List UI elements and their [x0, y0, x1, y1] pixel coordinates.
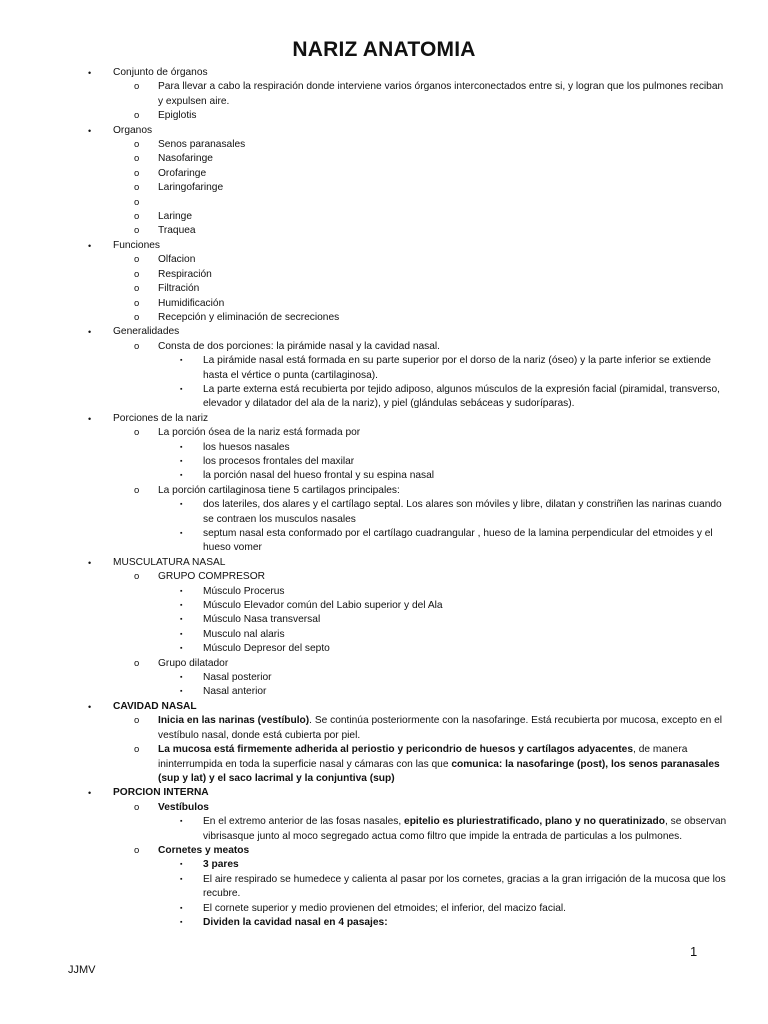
bullet-marker: o — [134, 211, 140, 223]
text-segment: En el extremo anterior de las fosas nasales, — [203, 816, 405, 828]
bullet-marker: o — [134, 196, 140, 208]
outline-item-text — [203, 859, 239, 870]
outline-item-text — [158, 225, 196, 236]
text-segment: Respiración — [158, 268, 212, 280]
outline-item-text — [158, 312, 339, 323]
outline-item-text — [158, 81, 723, 106]
bullet-marker: • — [88, 413, 92, 424]
outline-item-level-2 — [88, 282, 728, 296]
outline-item-level-3 — [88, 455, 728, 469]
outline-item-level-1 — [88, 412, 728, 426]
bold-text: 3 pares — [203, 859, 239, 871]
outline-item-level-3 — [88, 685, 728, 699]
outline-item-level-3 — [88, 383, 728, 412]
text-segment: Músculo Elevador común del Labio superior y del Ala — [203, 600, 443, 612]
outline-item-text — [158, 298, 224, 309]
outline-item-level-2 — [88, 714, 728, 743]
bullet-marker: • — [88, 125, 92, 136]
text-segment: Funciones — [113, 239, 161, 251]
outline-item-text — [203, 614, 320, 625]
outline-item-text — [158, 182, 223, 193]
outline-item-text — [158, 571, 265, 582]
text-segment: Nasal posterior — [203, 672, 272, 684]
text-segment: Senos paranasales — [158, 139, 246, 151]
outline-item-text — [158, 341, 440, 352]
outline-item-text — [158, 254, 195, 265]
bold-text: CAVIDAD NASAL — [113, 700, 197, 712]
bullet-marker: o — [134, 110, 140, 122]
text-segment: . Se continúa posteriormente con la nasofaringe. Está recubierta por mucosa, excepto en el vestíbulo nasal, donde está cubierta por piel. — [158, 715, 723, 741]
bullet-marker: o — [134, 844, 140, 856]
text-segment: Músculo Nasa transversal — [203, 614, 321, 626]
bold-text: La mucosa está firmemente adherida al periostio y pericondrio de huesos y cartílagos adyacentes — [158, 744, 634, 756]
bold-text: PORCION INTERNA — [113, 787, 209, 799]
outline-item-text — [203, 499, 722, 524]
outline-item-text — [158, 427, 360, 438]
outline-item-level-1 — [88, 124, 728, 138]
text-segment: Laringe — [158, 211, 192, 223]
outline-item-text — [113, 67, 208, 78]
bullet-marker: o — [134, 225, 140, 237]
outline-item-text — [203, 672, 272, 683]
bullet-marker: o — [134, 182, 140, 194]
bullet-marker: • — [88, 557, 92, 568]
text-segment: Epiglotis — [158, 110, 197, 122]
text-segment: Porciones de la nariz — [113, 412, 209, 424]
bullet-marker: ▪ — [180, 530, 183, 537]
outline-item-level-2 — [88, 426, 728, 440]
bold-text: epitelio es pluriestratificado, plano y no queratinizado — [404, 816, 665, 828]
bullet-marker: ▪ — [180, 385, 183, 393]
bullet-marker: o — [134, 311, 140, 323]
outline-item-text — [203, 442, 290, 453]
text-segment: Filtración — [158, 283, 200, 295]
outline-item-level-3 — [88, 671, 728, 685]
bullet-marker: o — [134, 254, 140, 266]
text-segment: Generalidades — [113, 326, 180, 338]
bullet-marker: ▪ — [180, 472, 183, 480]
text-segment: MUSCULATURA NASAL — [113, 556, 226, 568]
outline-item-text — [158, 845, 249, 856]
outline-item-text — [113, 413, 208, 424]
outline-item-text — [158, 168, 206, 179]
outline-item-text — [203, 470, 434, 481]
bullet-marker: ▪ — [180, 616, 183, 624]
text-segment: Orofaringe — [158, 167, 207, 179]
outline-item-text — [158, 197, 161, 208]
bullet-marker: ▪ — [180, 904, 183, 912]
bullet-marker: o — [134, 340, 140, 352]
text-segment: Músculo Depresor del septo — [203, 643, 330, 655]
text-segment: La parte externa está recubierta por tejido adiposo, algunos músculos de la expresión facial (piramidal, transverso, elevador y dilatador del ala de la nariz), y piel (glándulas sebáceas y sudoríparas). — [203, 383, 721, 410]
outline-item-level-1 — [88, 786, 728, 800]
outline-item-level-2 — [88, 210, 728, 224]
text-segment: Conjunto de órganos — [113, 67, 208, 78]
outline-item-text — [203, 874, 726, 899]
bullet-marker: ▪ — [180, 818, 183, 826]
bullet-marker: o — [134, 283, 140, 295]
bullet-marker: ▪ — [180, 861, 183, 869]
text-segment: La porción ósea de la nariz está formada por — [158, 427, 361, 439]
outline-item-level-2 — [88, 138, 728, 152]
outline-item-level-1 — [88, 556, 728, 570]
bullet-marker: o — [134, 167, 140, 179]
outline-item-level-3 — [88, 527, 728, 556]
outline-item-level-2 — [88, 196, 728, 210]
outline-item-text — [203, 600, 443, 611]
bold-text: comunica: la nasofaringe (post), los senos paranasales (sup y lat) y el saco lacrimal y la conjuntiva (sup) — [158, 758, 720, 784]
outline-item-text — [158, 139, 245, 150]
outline-item-level-2 — [88, 570, 728, 584]
text-segment: Laringofaringe — [158, 182, 224, 194]
outline-item-text — [113, 326, 179, 337]
text-segment: Nasal anterior — [203, 686, 267, 698]
outline-list — [88, 66, 728, 930]
bullet-marker: o — [134, 657, 140, 669]
outline-item-level-3 — [88, 902, 728, 916]
bullet-marker: o — [134, 81, 140, 93]
outline-item-text — [113, 701, 197, 712]
outline-item-level-3 — [88, 354, 728, 383]
text-segment: los procesos frontales del maxilar — [203, 455, 355, 467]
outline-item-text — [203, 384, 720, 409]
outline-item-level-3 — [88, 815, 728, 844]
bullet-marker: o — [134, 484, 140, 496]
outline-item-text — [203, 355, 711, 380]
bold-text: Vestíbulos — [158, 801, 209, 813]
bullet-marker: o — [134, 427, 140, 439]
text-segment: Recepción y eliminación de secreciones — [158, 311, 340, 323]
outline-item-level-2 — [88, 743, 728, 786]
outline-item-text — [158, 658, 228, 669]
text-segment: Musculo nal alaris — [203, 628, 285, 640]
outline-item-level-2 — [88, 801, 728, 815]
bullet-marker: ▪ — [180, 501, 183, 509]
bullet-marker: • — [88, 327, 92, 338]
bold-text: Cornetes y meatos — [158, 844, 250, 856]
outline-item-text — [158, 744, 720, 784]
bullet-marker: • — [88, 701, 92, 712]
outline-item-level-2 — [88, 657, 728, 671]
bullet-marker: ▪ — [180, 875, 183, 883]
bullet-marker: ▪ — [180, 630, 183, 638]
outline-item-text — [158, 715, 722, 740]
outline-item-level-3 — [88, 628, 728, 642]
outline-item-level-2 — [88, 297, 728, 311]
text-segment: septum nasal esta conformado por el cartílago cuadrangular , hueso de la lamina perpendicular del etmoides y el hueso vomer — [203, 528, 713, 554]
outline-item-level-3 — [88, 858, 728, 872]
outline-item-text — [158, 153, 213, 164]
text-segment: El aire respirado se humedece y calienta al pasar por los cornetes, gracias a la gran irrigación de la mucosa que los recubre. — [203, 873, 726, 900]
bullet-marker: ▪ — [180, 587, 183, 595]
bullet-marker: o — [134, 268, 140, 280]
text-segment: Nasofaringe — [158, 153, 213, 165]
text-segment: La porción cartilaginosa tiene 5 cartilagos principales: — [158, 484, 400, 496]
bullet-marker: ▪ — [180, 645, 183, 653]
outline-item-level-2 — [88, 844, 728, 858]
text-segment: , se observan vibrisasque junto al moco segregado actua como filtro que impide la entrada de particulas a los pulmones. — [203, 816, 727, 842]
outline-item-text — [203, 456, 354, 467]
text-segment: la porción nasal del hueso frontal y su espina nasal — [203, 470, 435, 482]
text-segment: Para llevar a cabo la respiración donde interviene varios órganos interconectados entre si, y logran que los pulmones reciban y expulsen aire. — [158, 81, 724, 107]
outline-item-level-2 — [88, 167, 728, 181]
outline-item-level-2 — [88, 224, 728, 238]
outline-item-level-3 — [88, 873, 728, 902]
bullet-marker: • — [88, 68, 92, 78]
outline-item-text — [203, 816, 726, 841]
outline-item-text — [158, 269, 212, 280]
page-title: NARIZ ANATOMIA — [292, 38, 476, 61]
text-segment: , de manera ininterrumpida en toda la superficie nasal y cámaras con las que — [158, 744, 688, 770]
outline-item-level-2 — [88, 253, 728, 267]
outline-item-level-2 — [88, 109, 728, 123]
bullet-marker: ▪ — [180, 443, 183, 451]
text-segment: El cornete superior y medio provienen del etmoides; el inferior, del macizo facial. — [203, 902, 566, 914]
outline-item-level-3 — [88, 498, 728, 527]
bullet-marker: o — [134, 297, 140, 309]
outline-item-text — [158, 110, 197, 121]
outline-item-text — [113, 557, 225, 568]
bullet-marker: o — [134, 715, 140, 727]
outline-item-text — [113, 125, 152, 136]
text-segment: Consta de dos porciones: la pirámide nasal y la cavidad nasal. — [158, 340, 441, 352]
text-segment: los huesos nasales — [203, 441, 290, 453]
outline-item-level-3 — [88, 469, 728, 483]
bullet-marker: o — [134, 153, 140, 165]
bullet-marker: ▪ — [180, 918, 183, 926]
bullet-marker: ▪ — [180, 674, 183, 682]
outline-item-text — [158, 485, 400, 496]
bullet-marker: ▪ — [180, 357, 183, 365]
bullet-marker: o — [134, 139, 140, 151]
outline-item-text — [203, 903, 566, 914]
bullet-marker: • — [88, 240, 92, 251]
outline-item-text — [113, 787, 209, 798]
outline-item-level-3 — [88, 916, 728, 930]
outline-item-level-3 — [88, 613, 728, 627]
outline-item-text — [113, 240, 160, 251]
outline-item-level-2 — [88, 311, 728, 325]
outline-item-text — [203, 643, 330, 654]
outline-item-level-1 — [88, 239, 728, 253]
outline-item-level-3 — [88, 642, 728, 656]
outline-item-level-2 — [88, 340, 728, 354]
outline-item-level-2 — [88, 268, 728, 282]
outline-item-level-3 — [88, 441, 728, 455]
text-segment: Músculo Procerus — [203, 585, 285, 597]
outline-item-level-2 — [88, 152, 728, 166]
outline-item-level-2 — [88, 80, 728, 109]
outline-item-level-2 — [88, 181, 728, 195]
outline-item-level-2 — [88, 484, 728, 498]
outline-item-text — [203, 528, 713, 553]
bullet-marker: ▪ — [180, 457, 183, 465]
outline-item-text — [158, 802, 209, 813]
bold-text: Inicia en las narinas (vestíbulo) — [158, 715, 310, 727]
bullet-marker: o — [134, 744, 140, 756]
outline-item-level-1 — [88, 325, 728, 339]
outline-item-level-1 — [88, 700, 728, 714]
outline-item-level-1 — [88, 66, 728, 80]
outline-item-text — [158, 211, 192, 222]
text-segment: Traquea — [158, 225, 196, 237]
text-segment: Grupo dilatador — [158, 657, 229, 669]
bullet-marker: ▪ — [180, 602, 183, 610]
text-segment: GRUPO COMPRESOR — [158, 571, 265, 583]
bold-text: Dividen la cavidad nasal en 4 pasajes: — [203, 916, 388, 928]
outline-item-text — [158, 283, 199, 294]
text-segment: Olfacion — [158, 254, 196, 266]
text-segment: La pirámide nasal está formada en su parte superior por el dorso de la nariz (óseo) y la parte inferior se extiende hasta el vértice o punta (cartilaginosa). — [203, 355, 711, 381]
outline-item-level-3 — [88, 585, 728, 599]
text-segment: Organos — [113, 124, 153, 136]
outline-item-text — [203, 917, 388, 928]
text-segment: dos lateriles, dos alares y el cartílago septal. Los alares son móviles y libre, dilatan y constriñen las narinas cuando se contraen los musculos nasales — [203, 499, 722, 525]
text-segment: Humidificación — [158, 297, 225, 309]
page-number: 1 — [690, 944, 698, 959]
bullet-marker: o — [134, 801, 140, 813]
outline-item-text — [203, 686, 266, 697]
bullet-marker: • — [88, 788, 92, 799]
outline-item-level-3 — [88, 599, 728, 613]
bullet-marker: o — [134, 571, 140, 583]
outline-item-text — [203, 586, 285, 597]
bullet-marker: ▪ — [180, 688, 183, 696]
outline-item-text — [203, 629, 285, 640]
footer-initials: JJMV — [68, 964, 96, 976]
